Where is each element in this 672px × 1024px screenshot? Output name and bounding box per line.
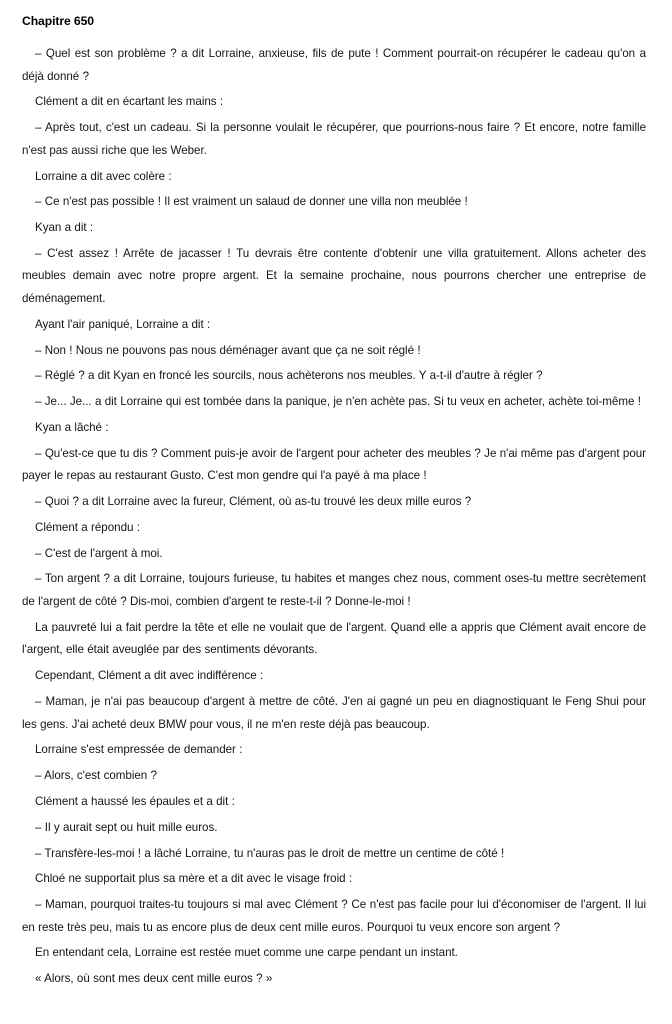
paragraph: – Quoi ? a dit Lorraine avec la fureur, Clément, où as-tu trouvé les deux mille euros ? (35, 495, 472, 509)
paragraph: – Non ! Nous ne pouvons pas nous déménager avant que ça ne soit réglé ! (35, 343, 421, 357)
paragraph: La pauvreté lui a fait perdre la tête et elle ne voulait que de l'argent. Quand elle a appris que Clément avait encore de l'argent, elle était aveuglée par des sentiments dévorants. (22, 620, 646, 657)
paragraph: – Après tout, c'est un cadeau. Si la personne voulait le récupérer, que pourrions-nous faire ? Et encore, notre famille n'est pas aussi riche que les Weber. (22, 121, 646, 157)
paragraph: Chloé ne supportait plus sa mère et a dit avec le visage froid : (35, 872, 353, 886)
paragraph: – Transfère-les-moi ! a lâché Lorraine, tu n'auras pas le droit de mettre un centime de côté ! (35, 846, 505, 860)
paragraph: En entendant cela, Lorraine est restée muet comme une carpe pendant un instant. (35, 946, 458, 960)
paragraph: Clément a haussé les épaules et a dit : (35, 794, 235, 808)
paragraph: – Ce n'est pas possible ! Il est vraiment un salaud de donner une villa non meublée ! (35, 195, 468, 209)
paragraph: Clément a dit en écartant les mains : (35, 95, 224, 109)
paragraph: « Alors, où sont mes deux cent mille euros ? » (35, 972, 273, 986)
paragraph: – Qu'est-ce que tu dis ? Comment puis-je avoir de l'argent pour acheter des meubles ? Je n'ai même pas d'argent pour payer le repas au restaurant Gusto. C'est mon gendre qui l'a payé à ma place ! (22, 446, 646, 483)
paragraph: – Ton argent ? a dit Lorraine, toujours furieuse, tu habites et manges chez nous, comment oses-tu mettre secrètement de l'argent de côté ? Dis-moi, combien d'argent te reste-t-il ? Donne-le-moi ! (22, 572, 646, 609)
paragraph: Lorraine a dit avec colère : (35, 169, 172, 183)
paragraph: – Je... Je... a dit Lorraine qui est tombée dans la panique, je n'en achète pas. Si tu veux en acheter, achète toi-même ! (35, 395, 641, 409)
paragraph: – C'est de l'argent à moi. (35, 546, 163, 560)
paragraph: – Réglé ? a dit Kyan en froncé les sourcils, nous achèterons nos meubles. Y a-t-il d'autre à régler ? (35, 369, 543, 383)
paragraph: – Quel est son problème ? a dit Lorraine, anxieuse, fils de pute ! Comment pourrait-on récupérer le cadeau qu'on a déjà donné ? (22, 47, 646, 83)
paragraph: Clément a répondu : (35, 520, 140, 534)
paragraph: – Maman, je n'ai pas beaucoup d'argent à mettre de côté. J'en ai gagné un peu en diagnostiquant le Feng Shui pour les gens. J'ai acheté deux BMW pour vous, il ne m'en reste déjà pas beaucoup. (22, 695, 646, 731)
paragraph: Kyan a dit : (35, 221, 94, 235)
paragraph: – C'est assez ! Arrête de jacasser ! Tu devrais être contente d'obtenir une villa gratuitement. Allons acheter des meubles demain avec notre propre argent. Et la semaine prochaine, nous pourrons chercher une entreprise de déménagement. (22, 246, 646, 306)
paragraph: – Il y aurait sept ou huit mille euros. (35, 820, 218, 834)
paragraph: Cependant, Clément a dit avec indifférence : (35, 669, 264, 683)
paragraph: Ayant l'air paniqué, Lorraine a dit : (35, 317, 211, 331)
paragraph: Kyan a lâché : (35, 420, 109, 434)
chapter-body (22, 43, 646, 991)
paragraph: Lorraine s'est empressée de demander : (35, 743, 243, 757)
chapter-heading: Chapitre 650 (22, 14, 94, 28)
paragraph: – Maman, pourquoi traites-tu toujours si mal avec Clément ? Ce n'est pas facile pour lui d'économiser de l'argent. Il lui en reste très peu, mais tu as encore plus de deux cent mille euros. Pourquoi tu veux encore son argent ? (22, 898, 646, 934)
paragraph: – Alors, c'est combien ? (35, 769, 157, 783)
